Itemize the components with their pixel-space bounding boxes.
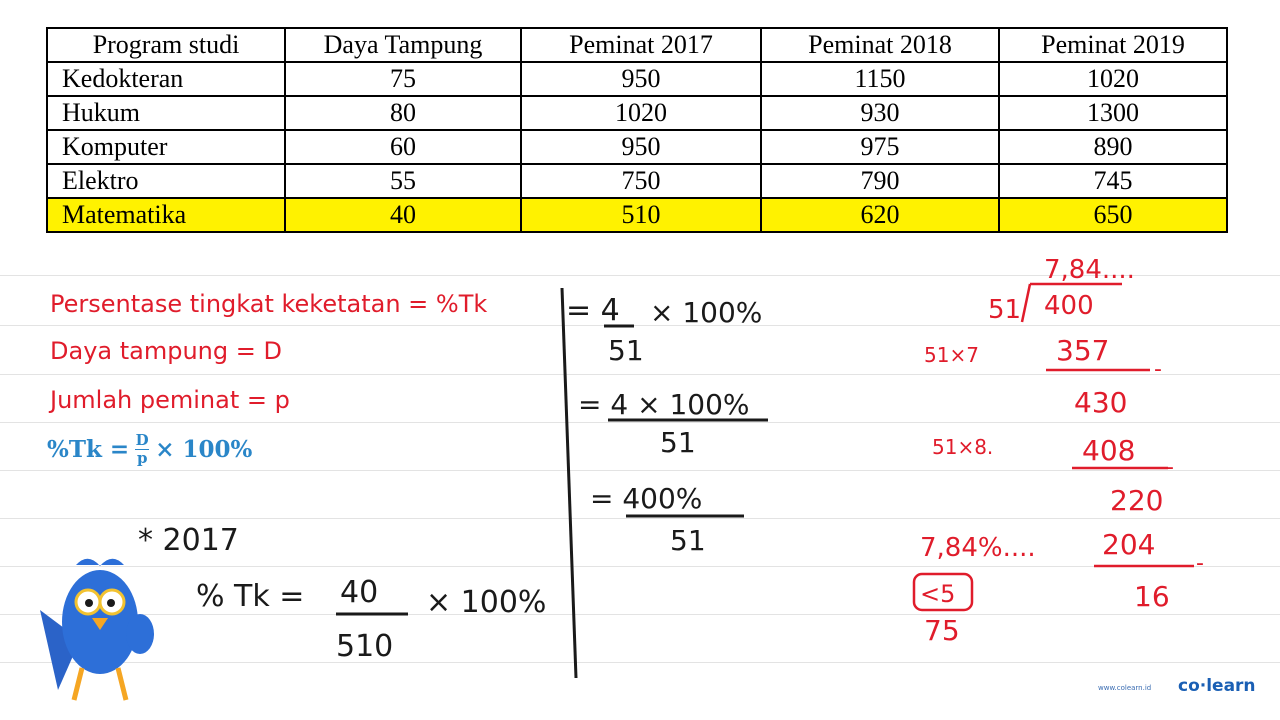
cell-2019: 890 [999,130,1227,164]
comparison-value: <5 [920,580,956,608]
header-daya-tampung: Daya Tampung [285,28,521,62]
cell-2019: 1300 [999,96,1227,130]
cell-daya: 75 [285,62,521,96]
year-label: * 2017 [138,523,239,558]
col1-line2-numerator: = 4 × 100% [578,388,750,421]
cell-program: Komputer [47,130,285,164]
division-row2: 408 [1082,434,1136,467]
division-bracket [1022,284,1030,322]
col1-line1-denominator: 51 [608,334,644,367]
cell-daya: 60 [285,130,521,164]
cell-2018: 975 [761,130,999,164]
cell-program: Elektro [47,164,285,198]
cell-2017: 750 [521,164,761,198]
cell-program: Matematika [47,198,285,232]
cell-2017: 950 [521,130,761,164]
step1-rhs: × 100% [426,585,547,620]
division-row2-label: 51×8. [932,435,994,459]
formula-lhs: %Tk = [47,436,130,463]
division-row1: 357 [1056,334,1110,367]
step1-lhs: % Tk = [196,579,305,614]
division-dividend: 400 [1044,291,1094,321]
cell-2018: 620 [761,198,999,232]
header-peminat-2019: Peminat 2019 [999,28,1227,62]
brand-url: www.colearn.id [1098,684,1152,692]
step1-numerator: 40 [340,575,379,610]
cell-2019: 745 [999,164,1227,198]
cell-2017: 1020 [521,96,761,130]
comparison-under: 75 [924,614,960,647]
step1-denominator: 510 [336,629,394,664]
division-remainder1: 430 [1074,386,1128,419]
formula-numerator: D [135,431,149,449]
cell-daya: 40 [285,198,521,232]
division-row1-label: 51×7 [924,343,979,367]
definition-jumlah-peminat: Jumlah peminat = p [50,386,290,414]
cell-2018: 790 [761,164,999,198]
division-divisor: 51 [988,295,1022,325]
cell-daya: 55 [285,164,521,198]
header-peminat-2018: Peminat 2018 [761,28,999,62]
mascot-bird-icon [40,559,154,700]
cell-2018: 1150 [761,62,999,96]
cell-program: Kedokteran [47,62,285,96]
formula-rhs: × 100% [155,436,253,463]
cell-program: Hukum [47,96,285,130]
col1-line1-numerator: = 4 [566,293,620,328]
cell-2017: 950 [521,62,761,96]
cell-2017: 510 [521,198,761,232]
cell-daya: 80 [285,96,521,130]
definition-daya-tampung: Daya tampung = D [50,337,282,365]
division-result: 7,84%.... [920,533,1036,563]
division-remainder3: 16 [1134,580,1170,613]
long-division [914,255,1204,647]
column-divider [562,288,576,678]
cell-2019: 650 [999,198,1227,232]
division-row3: 204 [1102,528,1156,561]
cell-2019: 1020 [999,62,1227,96]
header-peminat-2017: Peminat 2017 [521,28,761,62]
header-program: Program studi [47,28,285,62]
cell-2018: 930 [761,96,999,130]
col1-line3-denominator: 51 [670,524,706,557]
definition-tk: Persentase tingkat keketatan = %Tk [50,290,488,318]
col1-line1-rhs: × 100% [650,296,763,329]
col1-line2-denominator: 51 [660,426,696,459]
minus-sign: - [1154,357,1162,382]
brand-logo: co·learn [1178,676,1256,696]
minus-sign: - [1166,455,1174,480]
formula-denominator: p [136,449,148,467]
division-remainder2: 220 [1110,484,1164,517]
col1-line3-numerator: = 400% [590,482,703,515]
division-quotient: 7,84.... [1044,255,1135,285]
minus-sign: - [1196,551,1204,576]
